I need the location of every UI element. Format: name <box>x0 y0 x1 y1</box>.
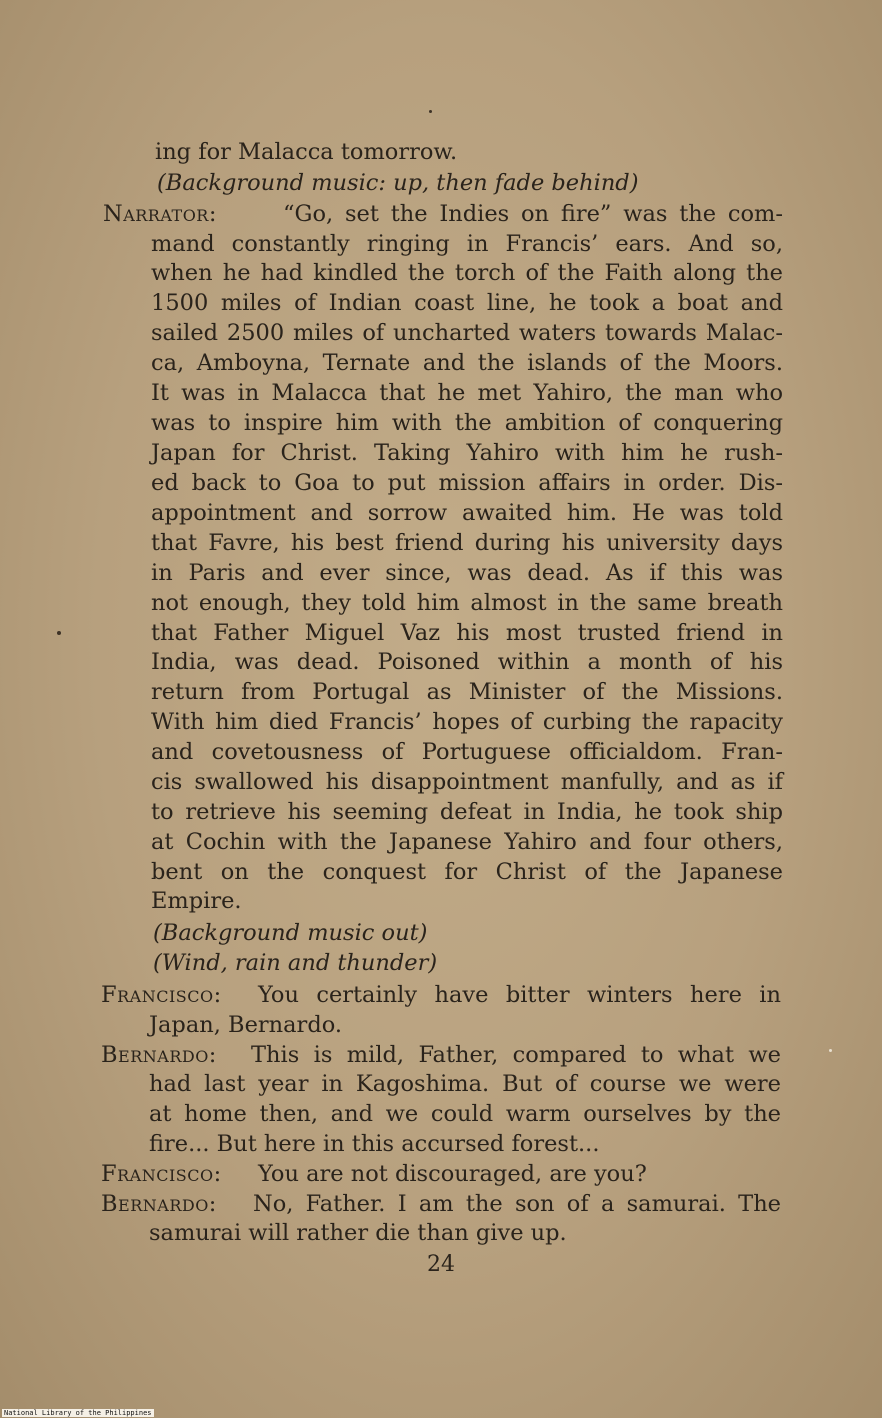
text-line: that Father Miguel Vaz his most trusted friend in <box>151 620 783 646</box>
library-credit: National Library of the Philippines <box>4 1409 152 1417</box>
text-line: India, was dead. Poisoned within a month of his <box>151 649 783 675</box>
text-line: You certainly have bitter winters here in <box>258 982 781 1008</box>
speaker-bernardo: Bernardo: <box>101 1191 217 1217</box>
text-line: bent on the conquest for Christ of the Japanese <box>151 859 783 885</box>
speaker-francisco: Francisco: <box>101 982 222 1008</box>
text-line: to retrieve his seeming defeat in India, he took ship <box>151 799 783 825</box>
text-line: sailed 2500 miles of uncharted waters towards Malac- <box>151 320 783 346</box>
text-line: was to inspire him with the ambition of conquering <box>151 410 783 436</box>
text-line: cis swallowed his disappointment manfully, and as if <box>151 769 783 795</box>
text-line: mand constantly ringing in Francis’ ears. And so, <box>151 231 783 257</box>
text-line: at home then, and we could warm ourselves by the <box>149 1101 781 1127</box>
speaker-francisco: Francisco: <box>101 1161 222 1187</box>
speaker-bernardo: Bernardo: <box>101 1042 217 1068</box>
stage-direction: (Wind, rain and thunder) <box>153 950 438 976</box>
text-line: Empire. <box>151 888 242 914</box>
speaker-narrator: Narrator: <box>103 201 217 227</box>
text-line: at Cochin with the Japanese Yahiro and four others, <box>151 829 783 855</box>
text-line: appointment and sorrow awaited him. He was told <box>151 500 783 526</box>
speck-mark <box>429 110 432 113</box>
text-line: not enough, they told him almost in the same breath <box>151 590 783 616</box>
text-line: No, Father. I am the son of a samurai. The <box>253 1191 781 1217</box>
text-line: With him died Francis’ hopes of curbing the rapacity <box>151 709 783 735</box>
page-number: 24 <box>427 1252 455 1277</box>
text-line: ing for Malacca tomorrow. <box>155 139 458 165</box>
text-line: that Favre, his best friend during his university days <box>151 530 783 556</box>
text-line: and covetousness of Portuguese officialdom. Fran- <box>151 739 783 765</box>
text-line: Japan, Bernardo. <box>149 1012 343 1038</box>
text-line: 1500 miles of Indian coast line, he took a boat and <box>151 290 783 316</box>
text-line: “Go, set the Indies on fire” was the com- <box>283 201 783 227</box>
text-line: ca, Amboyna, Ternate and the islands of the Moors. <box>151 350 783 376</box>
text-line: It was in Malacca that he met Yahiro, the man who <box>151 380 783 406</box>
text-line: Japan for Christ. Taking Yahiro with him he rush- <box>151 440 783 466</box>
text-line: in Paris and ever since, was dead. As if this was <box>151 560 783 586</box>
text-line: ed back to Goa to put mission affairs in order. Dis- <box>151 470 783 496</box>
text-line: This is mild, Father, compared to what we <box>251 1042 781 1068</box>
text-line: had last year in Kagoshima. But of course we were <box>149 1071 781 1097</box>
stage-direction: (Background music: up, then fade behind) <box>157 170 639 196</box>
stage-direction: (Background music out) <box>153 920 428 946</box>
speck-mark <box>829 1049 832 1052</box>
text-line: return from Portugal as Minister of the Missions. <box>151 679 783 705</box>
text-line: when he had kindled the torch of the Faith along the <box>151 260 783 286</box>
text-line: fire... But here in this accursed forest... <box>149 1131 600 1157</box>
text-line: You are not discouraged, are you? <box>258 1161 647 1187</box>
text-line: samurai will rather die than give up. <box>149 1220 567 1246</box>
speck-mark <box>57 631 61 635</box>
